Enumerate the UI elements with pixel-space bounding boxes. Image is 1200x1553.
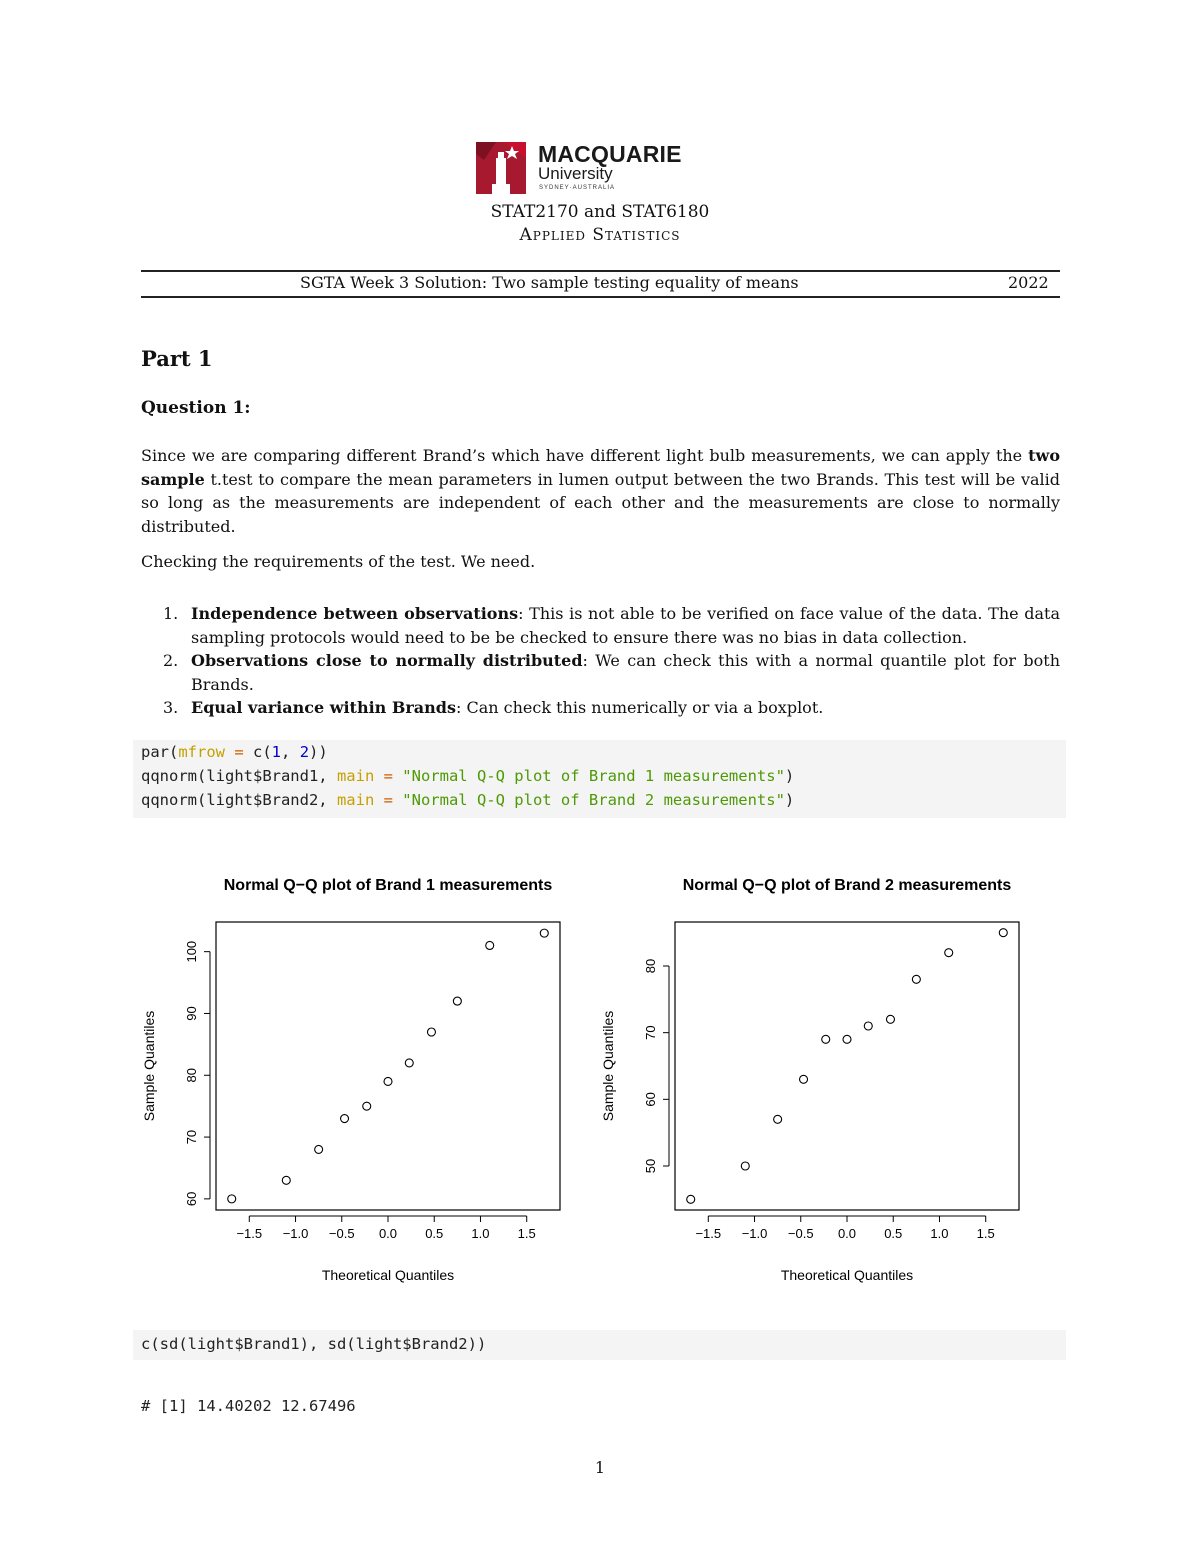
data-point (486, 941, 494, 949)
data-point (363, 1102, 371, 1110)
y-tick-label: 80 (184, 1068, 199, 1083)
plot-title: Normal Q−Q plot of Brand 1 measurements (223, 877, 553, 894)
data-point (864, 1022, 872, 1030)
sgta-year: 2022 (1008, 273, 1049, 292)
code-block-qqnorm (133, 740, 1066, 818)
y-tick-label: 50 (643, 1158, 658, 1174)
course-code: STAT2170 and STAT6180 (490, 202, 710, 222)
data-point (384, 1077, 392, 1085)
header-rule-bottom (141, 296, 1060, 298)
requirements-list (141, 602, 1060, 720)
plot-frame (675, 922, 1019, 1210)
data-point (315, 1145, 323, 1153)
data-point (741, 1162, 749, 1170)
y-tick-label: 60 (184, 1191, 199, 1207)
y-axis-label: Sample Quantiles (600, 1010, 616, 1122)
x-tick-label: 0.5 (425, 1226, 444, 1241)
x-tick-label: 0.5 (884, 1226, 903, 1241)
x-tick-label: 1.5 (976, 1226, 995, 1241)
data-point (453, 997, 461, 1005)
data-point (341, 1115, 349, 1123)
bold-two-sample: two sample (141, 446, 1060, 489)
code-output: # [1] 14.40202 12.67496 (141, 1397, 356, 1415)
x-tick-label: −0.5 (787, 1226, 814, 1241)
y-tick-label: 90 (184, 1006, 199, 1021)
part-heading: Part 1 (141, 346, 213, 371)
x-tick-label: −1.5 (695, 1226, 722, 1241)
x-axis-label: Theoretical Quantiles (780, 1267, 914, 1283)
plot-frame (216, 922, 560, 1210)
data-point (405, 1059, 413, 1067)
sgta-title: SGTA Week 3 Solution: Two sample testing equality of means (300, 273, 799, 292)
x-tick-label: −0.5 (328, 1226, 355, 1241)
x-tick-label: 1.5 (517, 1226, 536, 1241)
x-tick-label: −1.5 (236, 1226, 263, 1241)
list-item: 3. Equal variance within Brands: Can check this numerically or via a boxplot. (163, 698, 824, 717)
data-point (687, 1195, 695, 1203)
y-axis-label: Sample Quantiles (141, 1010, 157, 1122)
data-point (427, 1028, 435, 1036)
y-tick-label: 100 (184, 940, 199, 963)
y-tick-label: 70 (184, 1129, 199, 1145)
logo-location: SYDNEY·AUSTRALIA (539, 185, 616, 191)
data-point (540, 929, 548, 937)
x-tick-label: −1.0 (282, 1226, 309, 1241)
list-item: 1. Independence between observations: This is not able to be verified on face value of the data. The data sampling protocols would need to be be checked to ensure there was no bias in data collection. (163, 604, 1060, 647)
y-tick-label: 80 (643, 958, 658, 974)
data-point (999, 929, 1007, 937)
code-line: c(sd(light$Brand1), sd(light$Brand2)) (141, 1335, 487, 1353)
page-number: 1 (594, 1458, 606, 1477)
data-point (912, 975, 920, 983)
x-tick-label: 1.0 (930, 1226, 949, 1241)
code-line: qqnorm(light$Brand1, main = "Normal Q-Q plot of Brand 1 measurements") (141, 767, 795, 785)
question-heading: Question 1: (141, 398, 251, 418)
logo-name: MACQUARIE (538, 141, 682, 167)
data-point (945, 949, 953, 957)
x-tick-label: 1.0 (471, 1226, 490, 1241)
qq-plot-brand-2 (600, 877, 1019, 1283)
y-tick-label: 60 (643, 1092, 658, 1107)
data-point (886, 1015, 894, 1023)
data-point (774, 1115, 782, 1123)
intro-paragraph: Since we are comparing different Brand’s which have different light bulb measurements, we can apply the two sample t.test to compare the mean parameters in lumen output between the two Brands. This test will be valid so long as the measurements are independent of each other and the measurements are close to normally distributed. (141, 446, 1060, 536)
data-point (228, 1195, 236, 1203)
qq-plot-brand-1 (141, 877, 560, 1283)
code-line: par(mfrow = c(1, 2)) (141, 743, 328, 761)
requirements-intro: Checking the requirements of the test. We need. (141, 552, 536, 571)
x-tick-label: 0.0 (837, 1226, 857, 1241)
x-tick-label: 0.0 (378, 1226, 398, 1241)
header-rule-top (141, 270, 1060, 272)
x-axis-label: Theoretical Quantiles (321, 1267, 455, 1283)
data-point (282, 1176, 290, 1184)
course-name: Applied Statistics (519, 225, 681, 245)
qq-plots (130, 860, 1070, 1300)
list-item: 2. Observations close to normally distributed: We can check this with a normal quantile plot for both Brands. (163, 651, 1060, 694)
plot-title: Normal Q−Q plot of Brand 2 measurements (682, 877, 1012, 894)
code-line: qqnorm(light$Brand2, main = "Normal Q-Q plot of Brand 2 measurements") (141, 791, 795, 809)
logo-subtitle: University (538, 164, 613, 183)
data-point (843, 1035, 851, 1043)
data-point (800, 1075, 808, 1083)
data-point (822, 1035, 830, 1043)
y-tick-label: 70 (643, 1025, 658, 1040)
x-tick-label: −1.0 (741, 1226, 768, 1241)
code-block-sd (133, 1330, 1066, 1360)
